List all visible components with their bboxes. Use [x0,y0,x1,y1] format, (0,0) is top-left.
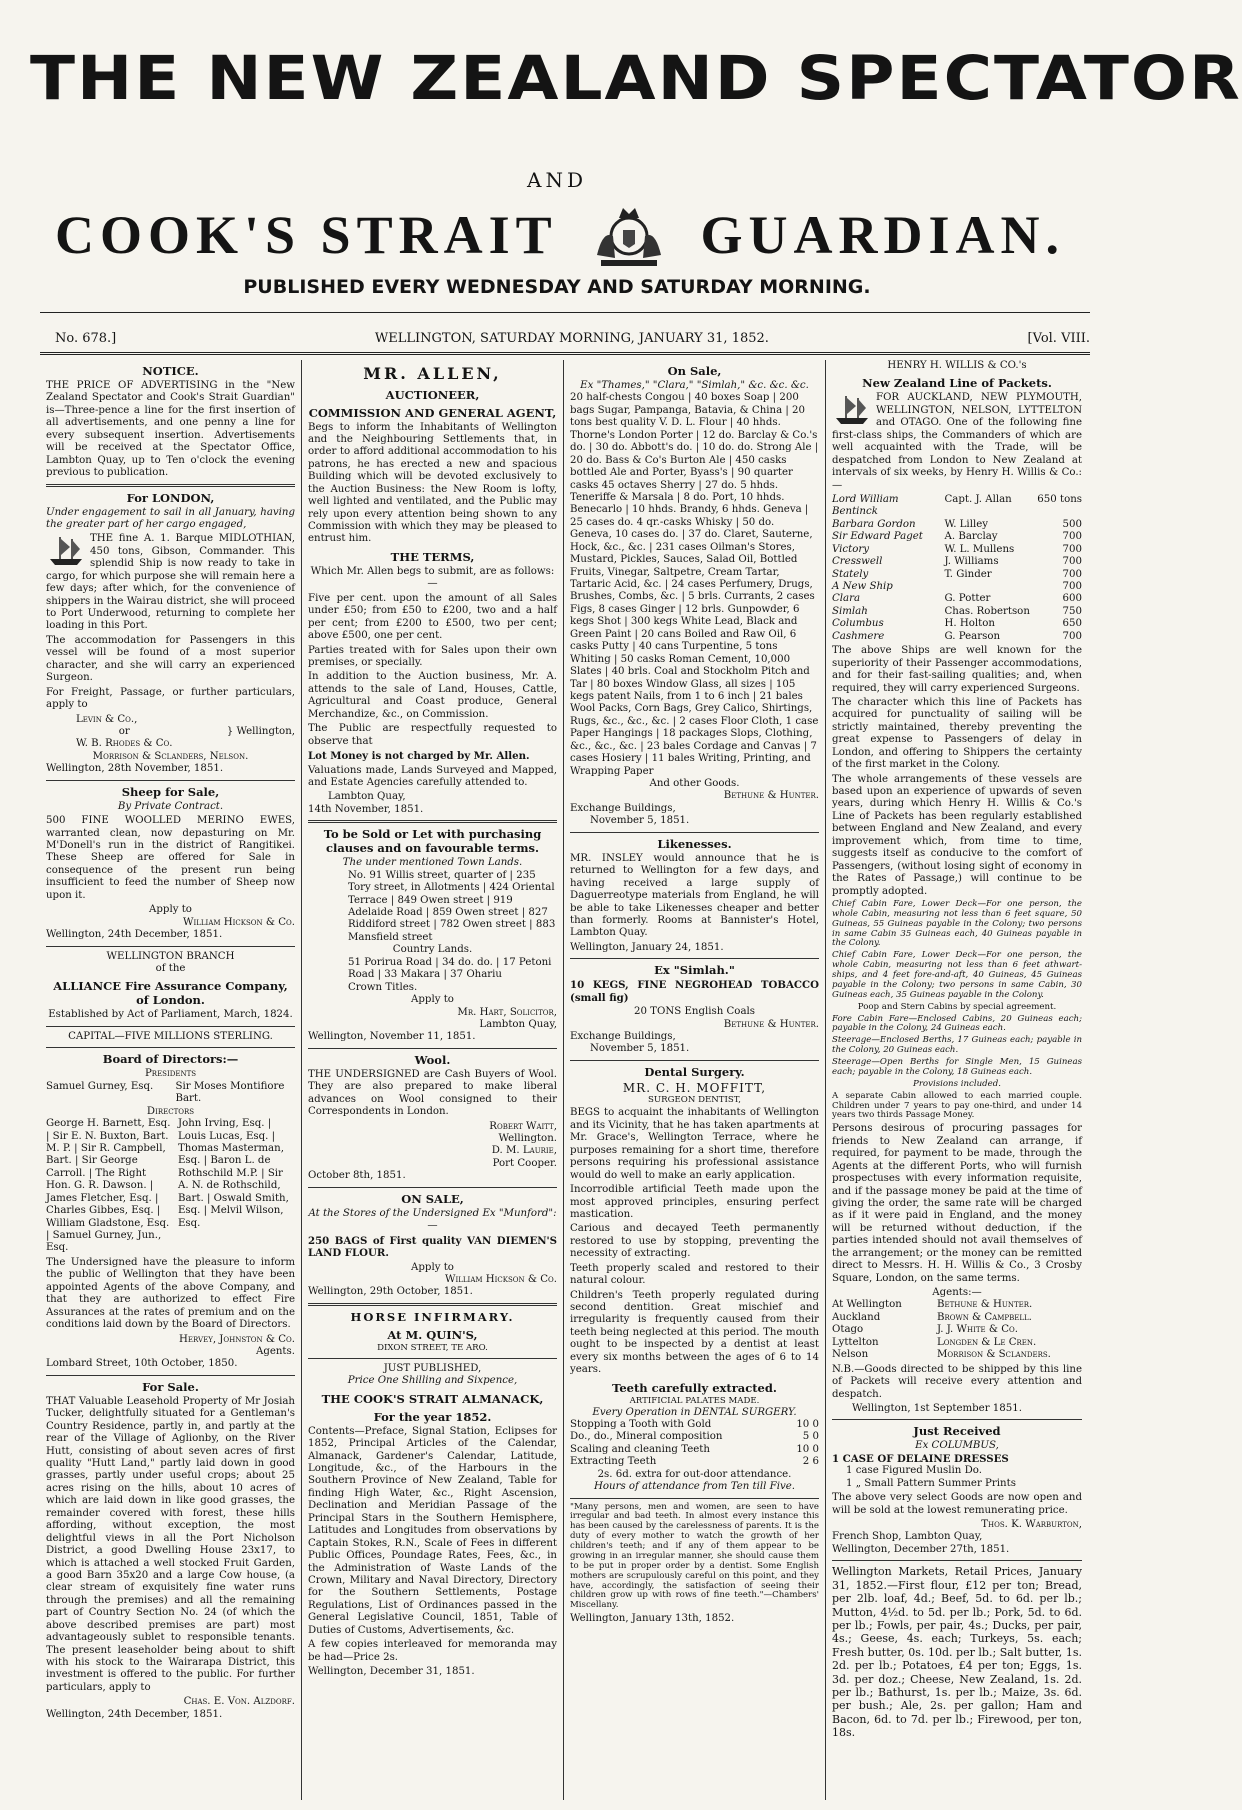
ship-row [832,531,1082,543]
ship-captain: T. Ginder [944,568,992,580]
willis-text-4: The whole arrangements of these vessels are based upon an experience of upwards of seven years, during which Henry H. Willis & Co.'s Line of Packets has been regularly established between England and New Zealand, and every improvement which, from time to time, suggests itself as conducive to the comfort of Passengers, (without losing sight of economy in the Rates of Passage,) will continue to be promptly adopted. [832,773,1082,897]
directors-right: John Irving, Esq. | Louis Lucas, Esq. | Thomas Masterman, Esq. | Baron L. de Rothschild M.P. | Sir A. N. de Rothschild, Bart. | Oswald Smith, Esq. | Melvil Wilson, Esq. [177,1118,289,1229]
subtitle-right: GUARDIAN. [700,205,1065,265]
received-subheading: Ex COLUMBUS, [915,1440,999,1452]
agents-heading: Agents:— [932,1287,982,1299]
ship-name: Clara [832,593,861,605]
sheep-agent: William Hickson & Co. [183,916,295,928]
ship-list [832,494,1082,643]
onsale-heading: ON SALE, [401,1191,464,1206]
agent-place: Lyttelton [832,1336,879,1348]
ship-tons: 700 [1062,556,1082,568]
terms-intro: Which Mr. Allen begs to submit, are as follows:— [310,565,555,590]
sheep-apply: Apply to [149,904,192,916]
terms-text-6: Valuations made, Lands Surveyed and Mapped, and Estate Agencies carefully attended to. [308,764,557,788]
agent-name: Levin & Co., [76,713,138,725]
alliance-heading-3: ALLIANCE Fire Assurance Company, of London. [53,979,288,1008]
agent-list [832,1299,1082,1361]
ship-name: Columbus [832,618,884,630]
sold-agent: Mr. Hart, Solicitor, [457,1006,557,1018]
received-heading: Just Received [913,1424,1001,1439]
divider [570,1498,819,1499]
ship-row [832,569,1082,581]
simlah-text-2: 20 TONS English Coals [633,1006,756,1018]
onsale-place: Exchange Buildings, [570,802,676,814]
terms-date: 14th November, 1851. [308,803,424,815]
fee-label: Do., do., Mineral composition [570,1431,723,1443]
divider [308,1048,557,1049]
london-text-1: THE fine A. 1. Barque MIDLOTHIAN, 450 tons, Gibson, Commander. This splendid Ship is now ready to take in cargo, for which purpose she will remain here a few days; after which, for the convenience of shippers in the Wairau district, she will proceed to Port Underwood, returning to complete her loading in this Port. [46,533,295,632]
almanack-text-2: A few copies interleaved for memoranda may be had—Price 2s. [308,1639,557,1663]
fee-row [570,1456,819,1468]
ship-tons: 500 [1062,518,1082,530]
ship-row [832,581,1082,593]
agent-place: Otago [832,1324,864,1336]
alliance-directors: Directors [146,1105,195,1117]
london-text-2: The accommodation for Passengers in this vessel will be found of a most superior character, and she will carry an experienced Surgeon. [46,634,295,684]
quote-text: "Many persons, men and women, are seen to have irregular and bad teeth. In almost every instance this has been caused by the carelessness of parents. It is the duty of every mother to watch the growth of her children's teeth; and if any of them appear to be growing in an irregular manner, she should cause them to be put in proper order by a dentist. Some English mothers are scrupulously careful on this point, and they have, accordingly, the satisfaction of seeing their children grow up with rows of fine teeth."—Chambers' Miscellany. [570,1501,819,1611]
ship-name: Simlah [832,605,868,617]
divider [40,352,1090,355]
horse-heading: HORSE INFIRMARY. [350,1309,515,1324]
agent-name: Bethune & Hunter. [937,1299,1033,1311]
alliance-presidents: Presidents [144,1068,197,1080]
fee-label: Scaling and cleaning Teeth [570,1443,710,1455]
teeth-subheading-2: Every Operation in DENTAL SURGERY. [592,1406,797,1418]
ship-name: Lord William Bentinck [832,493,899,518]
alliance-date: Lombard Street, 10th October, 1850. [46,1358,238,1370]
willis-heading: HENRY H. WILLIS & CO.'s [887,360,1027,371]
onsale-text: 250 BAGS of First quality VAN DIEMEN'S LAND FLOUR. [308,1234,557,1260]
london-nelson-agent: Morrison & Sclanders, Nelson. [92,750,249,762]
agent-row [832,1312,1082,1324]
agent-place: Auckland [832,1311,881,1323]
royal-crest-icon [589,200,669,270]
alliance-president-row [46,1081,295,1106]
agent-name: Morrison & Sclanders. [937,1349,1051,1361]
terms-text-1: Five per cent. upon the amount of all Sales under £50; from £50 to £200, two and a half per cent; from £200 to £500, two per cent; above £500, one per cent. [308,592,557,642]
divider [308,1358,557,1359]
forsale-agent: Chas. E. Von. Alzdorf. [183,1696,295,1708]
dental-name: MR. C. H. MOFFITT, [622,1080,767,1095]
agent-name: Longden & Le Cren. [937,1336,1037,1348]
agent-place: } Wellington, [226,725,295,737]
fee-row [570,1444,819,1456]
divider [570,832,819,833]
simlah-agent: Bethune & Hunter. [723,1018,819,1030]
ship-name: Cashmere [832,630,885,642]
notice-heading: NOTICE. [142,364,199,378]
dental-text-1: BEGS to acquaint the inhabitants of Wellington and its Vicinity, that he has taken apartments at Mr. Grace's, Wellington Terrace, where he purposes remaining for a short time, therefore persons requiring his professional assistance would do well to make an early application. [570,1107,819,1181]
fee-row [570,1431,819,1443]
terms-heading: THE TERMS, [390,549,475,564]
fee-amount: 2 6 [802,1456,819,1468]
likeness-heading: Likenesses. [657,836,732,851]
agent-row [832,1299,1082,1311]
wool-signatory-place: Wellington. [498,1133,557,1145]
agent-name: Brown & Campbell. [937,1311,1032,1323]
divider [570,1060,819,1061]
onsale-subheading: Ex "Thames," "Clara," "Simlah," &c. &c. &c. [580,380,809,392]
column-1 [40,360,302,1800]
ship-captain: G. Potter [944,593,991,605]
alliance-agents-label: Agents. [255,1345,295,1357]
ship-row [832,519,1082,531]
almanack-year: For the year 1852. [373,1409,492,1424]
simlah-heading: Ex "Simlah." [654,963,735,978]
allen-subheading-2: COMMISSION AND GENERAL AGENT, [308,405,557,420]
willis-text-1: FOR AUCKLAND, NEW PLYMOUTH, WELLINGTON, NELSON, LYTTELTON and OTAGO. One of the following fine first-class ships, the Commanders of which are well acquainted with the Trade, will be despatched from London to New Zealand at intervals of six weeks, by Henry H. Willis & Co.:— [832,392,1082,491]
fares-6: Steerage—Open Berths for Single Men, 15 Guineas each; payable in the Colony, 18 Guineas each. [832,1057,1082,1077]
agent-row [832,1349,1082,1361]
fee-amount: 10 0 [796,1443,819,1455]
willis-text-2: The above Ships are well known for the superiority of their Passenger accommodations, and for their fast-sailing qualities; and, when required, they will carry experienced Surgeons. [832,645,1082,694]
sold-country-lines: 51 Porirua Road | 34 do. do. | 17 Petoni Road | 33 Makara | 37 Ohariu [348,956,552,981]
alliance-capital: CAPITAL—FIVE MILLIONS STERLING. [68,1030,273,1042]
ship-name: Sir Edward Paget [832,531,923,543]
alliance-established: Established by Act of Parliament, March, 1824. [48,1009,293,1021]
ship-icon [832,392,872,426]
forsale-heading: For Sale. [142,1379,199,1394]
divider [46,484,295,487]
divider [46,1026,295,1027]
ship-tons: 750 [1062,605,1082,617]
sold-heading: To be Sold or Let with purchasing clauses and on favourable terms. [323,827,542,856]
wool-text: THE UNDERSIGNED are Cash Buyers of Wool. They are also prepared to make liberal advances on Wool consigned to their Correspondents in London. [308,1068,557,1118]
dateline [55,331,1090,346]
ship-row [832,556,1082,568]
terms-text-5: Lot Money is not charged by Mr. Allen. [308,750,530,763]
ship-row [832,544,1082,556]
wool-signatory: Robert Waitt, [489,1120,557,1132]
divider [46,780,295,781]
almanack-title: THE COOK'S STRAIT ALMANACK, [321,1391,544,1406]
onsale-agent: William Hickson & Co. [445,1274,557,1285]
ship-tons: 700 [1062,531,1082,543]
alliance-agents: Hervey, Johnston & Co. [179,1333,295,1345]
horse-address: DIXON STREET, TE ARO. [377,1342,488,1353]
alliance-directors-list [46,1118,295,1255]
received-date: Wellington, December 27th, 1851. [832,1543,1010,1555]
sheep-heading: Sheep for Sale, [121,784,220,799]
ship-captain: W. Lilley [944,518,988,530]
onsale-date: Wellington, 29th October, 1851. [308,1286,473,1298]
willis-subheading: New Zealand Line of Packets. [862,376,1052,391]
wool-date: October 8th, 1851. [308,1170,406,1182]
fee-amount: 5 0 [802,1431,819,1443]
terms-text-3: In addition to the Auction business, Mr. A. attends to the sale of Land, Houses, Cattle, Agricultural and Coast produce, General Merchandize, &c., on Commission. [308,671,557,720]
notice-text: THE PRICE OF ADVERTISING in the "New Zealand Spectator and Cook's Strait Guardian" is—Three-pence a line for the first insertion of all advertisements, and one penny a line for every subsequent insertion. Advertisements will be received at the Spectator Office, Lambton Quay, up to Ten o'clock the evening previous to publication. [46,380,295,479]
ship-captain: W. L. Mullens [944,543,1015,555]
ship-name: A New Ship [832,581,893,593]
ship-tons: 650 tons [1037,493,1082,505]
volume-number: [Vol. VIII. [1027,331,1090,346]
ship-tons: 650 [1062,618,1082,630]
dental-text-5: Children's Teeth properly regulated during second dentition. Great mischief and irregularity is frequently caused from their teeth being neglected at this period. The mouth ought to be inspected by a dentist at least every six months between the ages of 6 to 14 years. [570,1289,819,1376]
dental-text-3: Carious and decayed Teeth permanently restored to use by stopping, preventing the necessity of extracting. [570,1223,819,1260]
received-line-3: 1 „ Small Pattern Summer Prints [846,1477,1016,1489]
ship-tons: 700 [1062,630,1082,642]
column-4 [826,360,1088,1800]
fares-1: Chief Cabin Fare, Lower Deck—For one person, the whole Cabin, measuring not less than 6 feet square, 50 Guineas, 55 Guineas payable in the Colony; two persons in same Cabin 35 Guineas each, 40 Guineas payable in the Colony. [832,898,1082,949]
received-place: French Shop, Lambton Quay, [832,1531,983,1543]
president-name: Sir Moses Montifiore Bart. [175,1080,285,1105]
wool-signatory: D. M. Laurie, [491,1145,557,1157]
divider [308,1187,557,1188]
terms-place: Lambton Quay, [328,791,406,803]
title-and: AND [527,168,587,192]
agent-row [832,1324,1082,1336]
onsale-other: And other Goods. [649,778,740,790]
fares-4: Fore Cabin Fare—Enclosed Cabins, 20 Guineas each; payable in the Colony, 24 Guineas each. [832,1013,1082,1034]
sheep-date: Wellington, 24th December, 1851. [46,929,223,941]
newspaper-subtitle [55,200,1065,270]
willis-nb: N.B.—Goods directed to be shipped by this line of Packets will receive every attention and despatch. [832,1363,1082,1400]
fares-5: Steerage—Enclosed Berths, 17 Guineas each; payable in the Colony, 20 Guineas each. [832,1035,1082,1056]
fares-3: Poop and Stern Cabins by special agreement. [857,1001,1057,1012]
ship-captain: G. Pearson [944,630,1001,642]
ship-row [832,606,1082,618]
alliance-heading-1: WELLINGTON BRANCH [106,950,235,962]
ship-icon [46,533,86,567]
office-hours: Hours of attendance from Ten till Five. [594,1481,795,1493]
wool-signatory-place: Port Cooper. [492,1157,557,1169]
directors-left: George H. Barnett, Esq. | Sir E. N. Buxton, Bart. M. P. | Sir R. Campbell, Bart. | Sir George Carroll. | The Right Hon. G. R. Dawson. | James Fletcher, Esq. | Charles Gibbes, Esq. | William Gladstone, Esq. | Samuel Gurney, Jun., Esq. [46,1118,171,1254]
onsale-date: November 5, 1851. [590,815,690,827]
almanack-text: Contents—Preface, Signal Station, Eclipses for 1852, Principal Articles of the Calendar, Almanack, Gardener's Calendar, Latitude, Longitude, &c., of the Harbours in the Southern Province of New Zealand, Table for finding High Water, &c., Right Ascension, Declination and Meridian Passage of the Principal Stars in the Southern Hemisphere, Latitudes and Longitudes from observations by Captain Stokes, R.N., Scale of Fees in different Public Offices, Poundage Rates, Fees, &c., in the Administration of Waste Lands of the Crown, Military and Naval Directory, Directory for the Southern Settlements, Postage Regulations, List of Ordinances passed in the General Legislative Council, 1851, Table of Duties of Customs, Advertisements, &c. [308,1425,557,1636]
received-line-2: 1 case Figured Muslin Do. [846,1465,982,1477]
ship-name: Stately [832,568,869,580]
simlah-place: Exchange Buildings, [570,1031,676,1043]
allen-text: Begs to inform the Inhabitants of Wellington and the Neighbouring Settlements that, in order to afford additional accommodation to his patrons, he has erected a new and spacious Building which will be devoted exclusively to the Auction Business: the New Room is lofty, well lighted and ventilated, and the Public may rely upon every attention being shown to any Commission with which they may be pleased to entrust him. [308,421,557,545]
dental-title: SURGEON DENTIST, [648,1094,741,1105]
london-subheading: Under engagement to sail in all January, having the greater part of her cargo engaged, [46,506,295,530]
column-2 [302,360,564,1800]
divider [40,312,1090,313]
issue-date: WELLINGTON, SATURDAY MORNING, JANUARY 31, 1852. [374,331,769,346]
agent-row [832,1337,1082,1349]
fares-2: Chief Cabin Fare, Lower Deck—For one person, the whole Cabin, measuring not less than 6 feet athwart-ships, and 4 feet fore-and-aft, 40 Guineas, 45 Guineas payable in the Colony; two persons in same Cabin, 30 Guineas each, 35 Guineas payable in the Colony. [832,950,1082,1000]
willis-text-3: The character which this line of Packets has acquired for punctuality of sailing will be strictly maintained, thereby preventing the great expense to Passengers of delay in London, and offering to Shippers the certainty of the first market in the Colony. [832,696,1082,771]
allen-heading: MR. ALLEN, [363,364,502,383]
fee-amount: 10 0 [796,1418,819,1430]
ship-captain: A. Barclay [944,531,998,543]
fee-table [570,1419,819,1469]
agent-or: or [118,725,130,737]
divider [46,946,295,947]
dental-text-2: Incorrodible artificial Teeth made upon the most approved principles, ensuring perfect mastication. [570,1184,819,1220]
issue-number: No. 678.] [55,331,117,346]
onsale-apply: Apply to [411,1261,454,1273]
almanack-date: Wellington, December 31, 1851. [308,1666,475,1677]
divider [832,1560,1082,1561]
horse-subheading: At M. QUIN'S, [387,1327,478,1342]
forsale-date: Wellington, 24th December, 1851. [46,1708,223,1720]
almanack-price: Price One Shilling and Sixpence, [347,1375,518,1387]
columns [40,360,1090,1800]
onsale-subheading: At the Stores of the Undersigned Ex "Munford":— [308,1207,557,1232]
fares-8: A separate Cabin allowed to each married couple. Children under 7 years to pay one-third, and under 14 years two thirds Passage Money. [832,1090,1082,1121]
ship-captain: Capt. J. Allan [944,493,1012,505]
ship-tons: 700 [1062,568,1082,580]
alliance-text: The Undersigned have the pleasure to inform the public of Wellington that they have been appointed Agents of the above Company, and that they are authorized to effect Fire Assurances at the rates of premium and on the conditions laid down by the Board of Directors. [46,1256,295,1331]
newspaper-title: THE NEW ZEALAND SPECTATOR [30,43,1242,114]
president-name: Samuel Gurney, Esq. [46,1080,154,1092]
fees-note: 2s. 6d. extra for out-door attendance. [597,1468,792,1480]
agent-name: J. J. White & Co. [937,1324,1018,1336]
simlah-text: 10 KEGS, FINE NEGROHEAD TOBACCO (small fig) [570,979,819,1004]
divider [308,820,557,823]
ship-tons: 600 [1062,593,1082,605]
willis-text-5: Persons desirous of procuring passages for friends to New Zealand can arrange, if required, for payment to be made, through the Agents at the different Ports, who will furnish prospectuses with every information requisite, and if the passage money be paid at the time of giving the order, the same rate will be charged as if it were paid in England, and the money will be returned without deduction, if the parties intended should not avail themselves of the arrangement; or the money can be remitted direct to Messrs. H. H. Willis & Co., 3 Crosby Square, London, on the same terms. [832,1123,1082,1284]
column-3 [564,360,826,1800]
fee-label: Stopping a Tooth with Gold [570,1418,712,1430]
sold-date: Wellington, November 11, 1851. [308,1031,476,1043]
onsale-heading: On Sale, [667,364,722,378]
sheep-text: 500 FINE WOOLLED MERINO EWES, warranted clean, now depasturing on Mr. M'Donell's run in the district of Rangitikei. These Sheep are offered for Sale in consequence of the present run being insufficient to feed the number of Sheep now upon it. [46,815,295,901]
ship-captain: Chas. Robertson [944,605,1030,617]
publication-schedule: PUBLISHED EVERY WEDNESDAY AND SATURDAY MORNING. [243,276,871,298]
allen-subheading: AUCTIONEER, [385,387,480,402]
london-text-3: For Freight, Passage, or further particulars, apply to [46,686,295,711]
received-line-1: 1 CASE OF DELAINE DRESSES [832,1452,1009,1465]
almanack-heading: JUST PUBLISHED, [383,1362,482,1374]
received-text: The above very select Goods are now open and will be sold at the lowest remunerating price. [832,1492,1082,1516]
divider [308,1303,557,1306]
masthead [0,0,1242,346]
likeness-date: Wellington, January 24, 1851. [570,941,724,953]
agent-place: At Wellington [832,1299,902,1311]
alliance-heading-2: of the [155,962,186,974]
terms-text-4: The Public are respectfully requested to observe that [308,723,557,747]
teeth-heading: Teeth carefully extracted. [612,1380,777,1395]
onsale-agent: Bethune & Hunter. [723,790,819,802]
london-agents [46,714,295,751]
sold-subheading: The under mentioned Town Lands. [342,857,523,869]
likeness-text: MR. INSLEY would announce that he is returned to Wellington for a few days, and having received a large supply of Daguerreotype materials from England, he will be able to take Likenesses cheaper and better than formerly. Rooms at Bannister's Hotel, Lambton Quay. [570,852,819,939]
dental-heading: Dental Surgery. [644,1064,745,1079]
ship-row [832,593,1082,605]
quote-date: Wellington, January 13th, 1852. [570,1613,735,1625]
onsale-lines: 20 half-chests Congou | 40 boxes Soap | 200 bags Sugar, Pampanga, Batavia, & China | 20 tons best quality V. D. L. Flour | 40 hhds. Thorne's London Porter | 12 do. Barclay & Co.'s do. | 30 do. Abbott's do. | 10 do. do. Strong Ale | 20 do. Bass & Co's Burton Ale | 450 casks bottled Ale and Porter, Byass's | 90 quarter casks 45 octaves Sherry | 27 do. 5 hhds. Teneriffe & Marsala | 8 do. Port, 10 hhds. Benecarlo | 10 hhds. Brandy, 6 hhds. Geneva | 25 cases do. 4 qr.-casks Whisky | 50 do. Geneva, 10 cases do. | 37 do. Claret, Sauterne, Hock, &c., &c. | 231 cases Oilman's Stores, Mustard, Pickles, Sauces, Salad Oil, Bottled Fruits, Vinegar, Saltpetre, Cream Tartar, Tartaric Acid, &c. | 24 cases Perfumery, Drugs, Brushes, Combs, &c. | 5 brls. Currants, 2 cases Figs, 8 cases Ginger | 12 brls. Gunpowder, 6 kegs Shot | 300 kegs White Lead, Black and Green Paint | 20 cans Boiled and Raw Oil, 6 casks Putty | 40 cans Turpentine, 5 tons Whiting | 50 casks Roman Cement, 10,000 Slates | 40 brls. Coal and Stockholm Pitch and Tar | 80 boxes Window Glass, all sizes | 105 kegs patent Nails, from 1 to 6 inch | 21 bales Wool Packs, Corn Bags, Grey Calico, Shirtings, Rugs, &c., &c., &c. | 2 cases Floor Cloth, 1 case Paper Hangings | 18 packages Slops, Clothing, &c., &c., &c. | 23 bales Cordage and Canvas | 7 cases Hosiery | 11 bales Writing, Printing, and Wrapping Paper [570,392,819,777]
ship-row [832,618,1082,630]
sold-agent-place: Lambton Quay, [479,1018,557,1030]
sheep-subheading: By Private Contract. [117,800,224,812]
sold-lines: No. 91 Willis street, quarter of | 235 Tory street, in Allotments | 424 Oriental Terrace | 849 Owen street | 919 Adelaide Road | 859 Owen street | 827 Riddiford street | 782 Owen street | 883 Mansfield street [348,869,556,943]
ship-row [832,494,1082,519]
ship-captain [945,581,1033,593]
sold-crown: Crown Titles. [348,981,418,993]
divider [46,1047,295,1048]
teeth-subheading: ARTIFICIAL PALATES MADE. [629,1395,760,1406]
alliance-board: Board of Directors:— [102,1052,239,1067]
fee-row [570,1419,819,1431]
willis-date: Wellington, 1st September 1851. [852,1402,1022,1414]
fee-label: Extracting Teeth [570,1456,657,1468]
ship-name: Cresswell [832,556,883,568]
london-date: Wellington, 28th November, 1851. [46,763,224,775]
sold-apply: Apply to [411,994,454,1006]
agent-name: W. B. Rhodes & Co. [76,738,173,750]
fares-7: Provisions included. [913,1078,1001,1089]
ship-name: Victory [832,543,869,555]
sold-country: Country Lands. [392,944,473,956]
dental-text-4: Teeth properly scaled and restored to their natural colour. [570,1262,819,1287]
london-heading: For LONDON, [126,490,215,505]
markets-text: Wellington Markets, Retail Prices, January 31, 1852.—First flour, £12 per ton; Bread, per 2lb. loaf, 4d.; Beef, 5d. to 6d. per lb.; Mutton, 4½d. to 5d. per lb.; Pork, 5d. to 6d. per lb.; Fowls, per pair, 4s.; Ducks, per pair, 4s.; Geese, 4s. each; Turkeys, 5s. each; Fresh butter, 0s. 10d. per lb.; Salt butter, 1s. 2d. per lb.; Potatoes, £4 per ton; Eggs, 1s. 3d. per doz.; Cheese, New Zealand, 1s. 2d. per lb.; Bathurst, 1s. per lb.; Maize, 3s. 6d. per bush.; Ale, 2s. per gallon; Ham and Bacon, 6d. to 7d. per lb.; Firewood, per ton, 18s. [832,1565,1082,1740]
agent-place: Nelson [832,1349,869,1361]
subtitle-left: COOK'S STRAIT [55,205,558,265]
forsale-text: THAT Valuable Leasehold Property of Mr Josiah Tucker, delightfully situated for a Gentleman's Country Residence, partly in, and partly at the rear of the Village of Aglionby, on the River Hutt, consisting of about seven acres of first quality "Hutt Land," partly laid down in good grasses, partly under useful crops; about 25 acres rising on the hills, about 10 acres of which are laid down in like good grasses, the remainder covered with forest, these hills affording, without exception, the most delightful views in all the Port Nicholson District, a good Dwelling House 23x17, to which is attached a well stocked Fruit Garden, a good Barn 35x20 and a large Cow house, (a clear stream of exquisitely fine water runs through the premises) and all the remaining part of Country Section No. 24 (of which the above described premises are part) most advantageously sublet to responsible tenants. The present leaseholder being about to shift with his stock to the Wairarapa District, this investment is offered to the public. For further particulars, apply to [46,1395,295,1693]
divider [570,958,819,959]
ship-captain: J. Williams [944,556,999,568]
ship-row [832,631,1082,643]
ship-tons: 700 [1062,543,1082,555]
received-agent: Thos. K. Warburton, [981,1519,1082,1531]
ship-name: Barbara Gordon [832,518,916,530]
divider [832,1419,1082,1420]
ship-tons: 700 [1062,581,1082,593]
ship-captain: H. Holton [944,618,995,630]
simlah-date: November 5, 1851. [590,1043,690,1055]
divider [46,1375,295,1376]
terms-text-2: Parties treated with for Sales upon their own premises, or specially. [308,644,557,668]
wool-heading: Wool. [414,1052,451,1067]
